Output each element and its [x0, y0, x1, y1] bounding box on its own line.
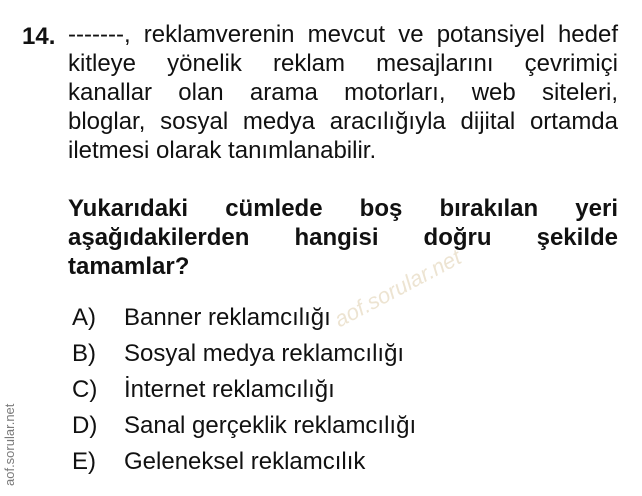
question-line: -------, reklamverenin mevcut ve potansiyel hedef [68, 21, 618, 48]
option-letter: D) [72, 412, 98, 439]
prompt-line: Yukarıdaki cümlede boş bırakılan yeri [68, 195, 618, 222]
option-letter: A) [72, 304, 96, 331]
question-line: bloglar, sosyal medya aracılığıyla dijital ortamda [68, 108, 618, 135]
option-c[interactable] [72, 372, 416, 408]
side-watermark: aof.sorular.net [2, 403, 17, 486]
question-line: iletmesi olarak tanımlanabilir. [68, 137, 377, 164]
option-letter: B) [72, 340, 96, 367]
question-number: 14. [22, 23, 56, 50]
option-text: Banner reklamcılığı [124, 304, 331, 331]
option-letter: E) [72, 448, 96, 475]
prompt-line: aşağıdakilerden hangisi doğru şekilde [68, 224, 618, 251]
option-text: İnternet reklamcılığı [124, 376, 335, 403]
question-line: kitleye yönelik reklam mesajlarını çevrimiçi [68, 50, 618, 77]
question-prompt [68, 194, 618, 281]
question-text [68, 20, 618, 165]
option-b[interactable] [72, 336, 416, 372]
option-text: Sosyal medya reklamcılığı [124, 340, 405, 367]
option-letter: C) [72, 376, 98, 403]
option-e[interactable] [72, 444, 416, 480]
option-d[interactable] [72, 408, 416, 444]
option-text: Geleneksel reklamcılık [124, 448, 366, 475]
question-line: kanallar olan arama motorları, web siteleri, [68, 79, 618, 106]
center-watermark: aof.sorular.net [330, 244, 466, 333]
prompt-line: tamamlar? [68, 253, 190, 280]
answer-options [72, 300, 416, 480]
option-text: Sanal gerçeklik reklamcılığı [124, 412, 417, 439]
